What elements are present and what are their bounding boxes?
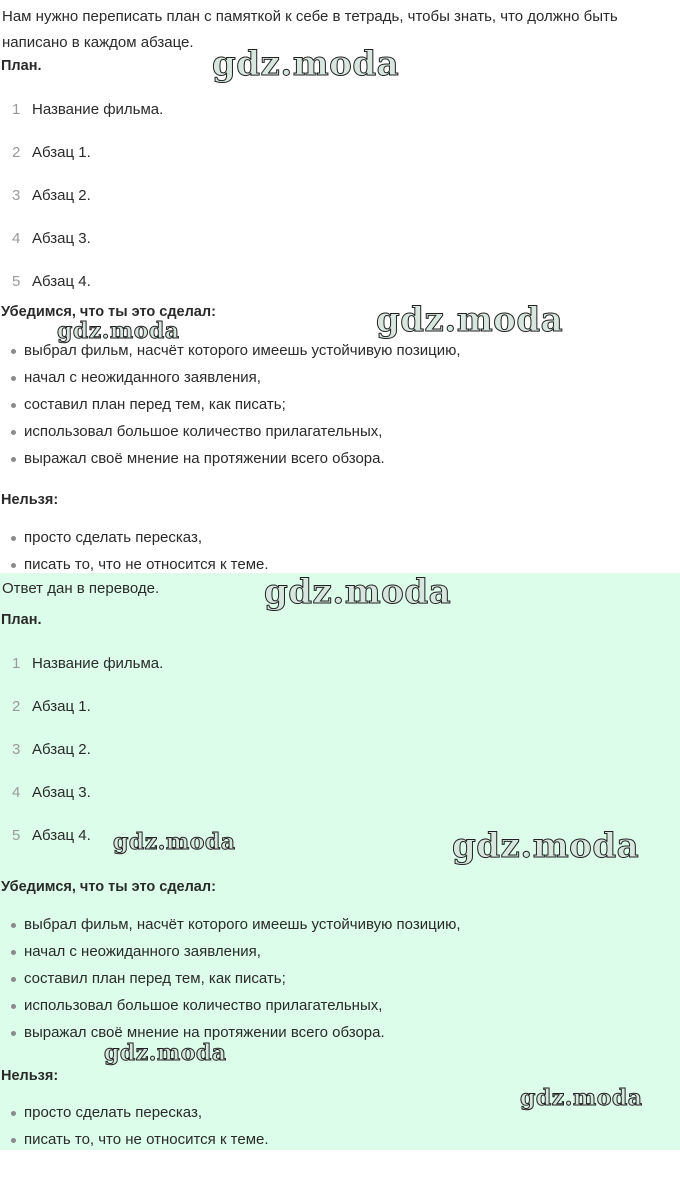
plan-item-text: Название фильма. [32,655,164,672]
bullet-icon [11,430,16,435]
bullet-icon [11,977,16,982]
plan-heading: План. [1,58,42,74]
watermark-logo: gdz.moda [212,44,400,84]
forbidden-item [0,528,640,555]
checklist-item [0,395,640,422]
forbidden-heading: Нельзя: [1,492,59,508]
plan-item-text: Абзац 1. [32,144,91,161]
checklist-item [0,368,640,395]
watermark-logo: gdz.moda [452,826,640,866]
checklist-item [0,969,640,996]
checklist-item [0,996,640,1023]
plan-item-number: 3 [12,187,21,204]
bullet-icon [11,457,16,462]
checklist-item-text: использовал большое количество прилагательных, [24,423,383,440]
plan-item [0,826,600,869]
plan-item-text: Абзац 2. [32,741,91,758]
bullet-icon [11,1031,16,1036]
plan-item-number: 3 [12,741,21,758]
checklist-item-text: выбрал фильм, насчёт которого имеешь устойчивую позицию, [24,342,461,359]
forbidden-item-text: просто сделать пересказ, [24,529,202,546]
bullet-icon [11,950,16,955]
checklist-item [0,449,640,476]
plan-item-text: Абзац 4. [32,827,91,844]
checklist-item [0,422,640,449]
forbidden-heading: Нельзя: [1,1068,59,1084]
checklist-item-text: выражал своё мнение на протяжении всего обзора. [24,450,385,467]
plan-item [0,654,600,697]
checklist-item-text: выбрал фильм, насчёт которого имеешь устойчивую позицию, [24,916,461,933]
plan-item [0,740,600,783]
plan-item-number: 2 [12,698,21,715]
checklist-item-text: начал с неожиданного заявления, [24,369,261,386]
bullet-icon [11,403,16,408]
plan-item [0,697,600,740]
bullet-icon [11,563,16,568]
forbidden-item [0,1130,640,1157]
plan-item-text: Название фильма. [32,101,164,118]
bullet-icon [11,376,16,381]
bullet-icon [11,349,16,354]
checklist [0,341,640,476]
watermark-logo: gdz.moda [376,300,564,340]
checklist-item [0,1023,640,1050]
checklist-item-text: начал с неожиданного заявления, [24,943,261,960]
plan-item [0,100,600,143]
plan-item-number: 2 [12,144,21,161]
plan-item-text: Абзац 3. [32,230,91,247]
checklist [0,915,640,1050]
plan-list [0,100,600,315]
plan-item-number: 4 [12,230,21,247]
watermark-logo: gdz.moda [264,572,452,612]
checklist-heading: Убедимся, что ты это сделал: [1,879,216,895]
forbidden-item-text: писать то, что не относится к теме. [24,556,269,573]
plan-item-number: 1 [12,655,21,672]
forbidden-list [0,528,640,582]
checklist-item [0,942,640,969]
checklist-item [0,341,640,368]
forbidden-item-text: писать то, что не относится к теме. [24,1131,269,1148]
plan-list [0,654,600,869]
plan-item [0,783,600,826]
checklist-heading: Убедимся, что ты это сделал: [1,304,216,320]
answer-note: Ответ дан в переводе. [2,580,160,597]
plan-heading: План. [1,612,42,628]
plan-item [0,143,600,186]
intro-text: Нам нужно переписать план с памяткой к себе в тетрадь, чтобы знать, что должно быть написано в каждом абзаце. [2,8,618,51]
watermark-logo: gdz.moda [57,318,180,344]
watermark-logo: gdz.moda [520,1085,643,1111]
plan-item [0,229,600,272]
plan-item [0,186,600,229]
plan-item-text: Абзац 1. [32,698,91,715]
plan-item-number: 4 [12,784,21,801]
watermark-logo: gdz.moda [104,1040,227,1066]
bullet-icon [11,1138,16,1143]
forbidden-list [0,1103,640,1157]
bullet-icon [11,1004,16,1009]
plan-item-text: Абзац 4. [32,273,91,290]
plan-item-text: Абзац 2. [32,187,91,204]
bullet-icon [11,923,16,928]
checklist-item-text: использовал большое количество прилагательных, [24,997,383,1014]
checklist-item [0,915,640,942]
bullet-icon [11,1111,16,1116]
forbidden-item-text: просто сделать пересказ, [24,1104,202,1121]
forbidden-item [0,1103,640,1130]
bullet-icon [11,536,16,541]
checklist-item-text: выражал своё мнение на протяжении всего обзора. [24,1024,385,1041]
plan-item-number: 5 [12,273,21,290]
plan-item-number: 5 [12,827,21,844]
checklist-item-text: составил план перед тем, как писать; [24,970,286,987]
checklist-item-text: составил план перед тем, как писать; [24,396,286,413]
watermark-logo: gdz.moda [113,829,236,855]
plan-item-number: 1 [12,101,21,118]
plan-item-text: Абзац 3. [32,784,91,801]
